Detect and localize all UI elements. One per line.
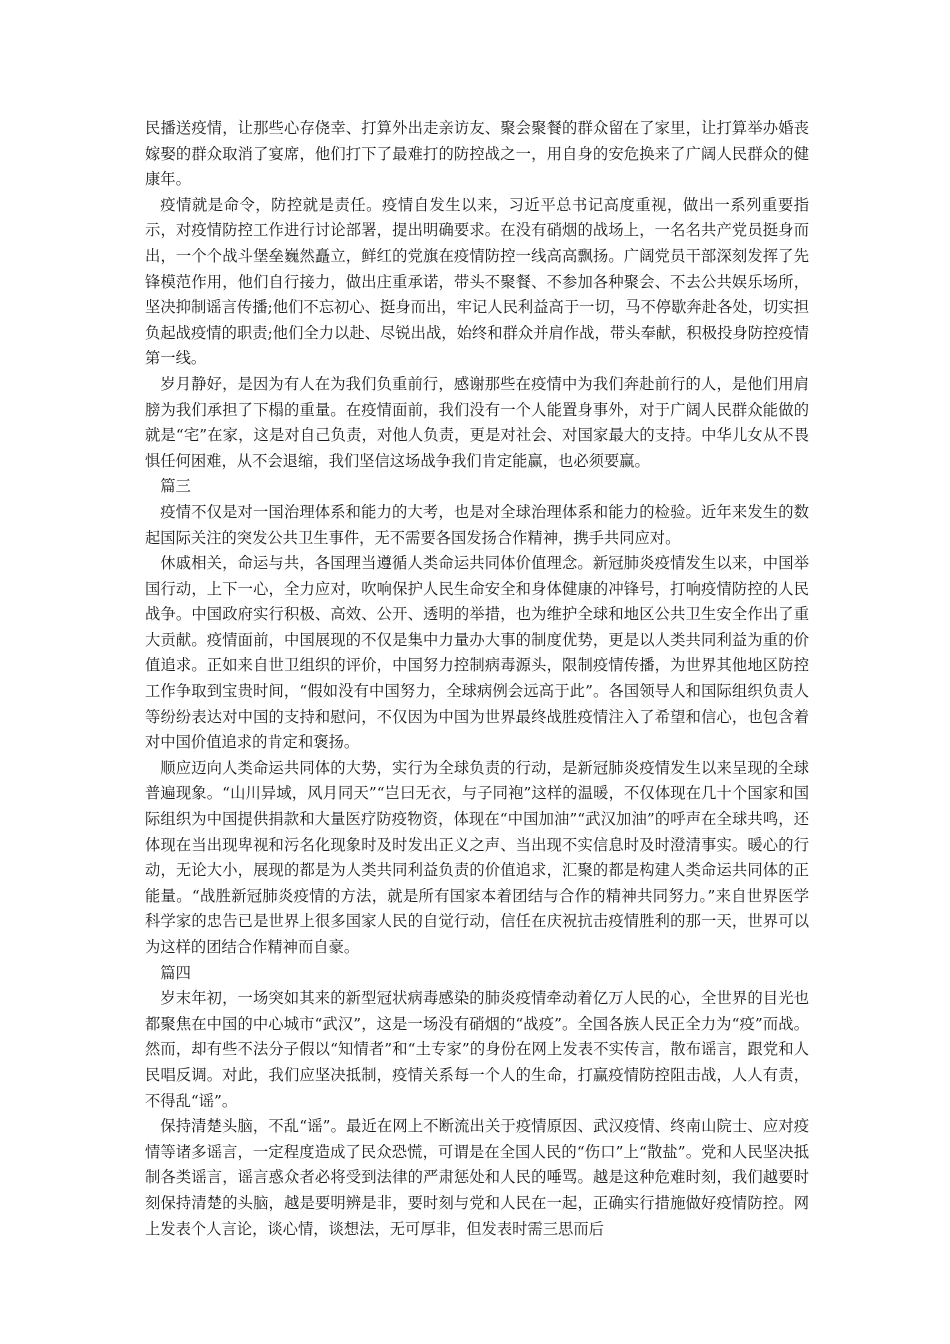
paragraph: 保持清楚头脑，不乱“谣”。最近在网上不断流出关于疫情原因、武汉疫情、终南山院士、应对疫情等诸多谣言，一定程度造成了民众恐慌，可谓是在全国人民的“伤口”上“散盐”。党和人民坚决抵制各类谣言，谣言惑众者必将受到法律的严肃惩处和人民的唾骂。越是这种危难时刻，我们越要时刻保持清楚的头脑，越是要明辨是非，要时刻与党和人民在一起，正确实行措施做好疫情防控。网上发表个人言论，谈心情，谈想法，无可厚非，但发表时需三思而后 bbox=[145, 1117, 809, 1238]
paragraph: 岁月静好，是因为有人在为我们负重前行，感谢那些在疫情中为我们奔赴前行的人，是他们用肩膀为我们承担了下榻的重量。在疫情面前，我们没有一个人能置身事外，对于广阔人民群众能做的就是“宅”在家，这是对自己负责，对他人负责，更是对社会、对国家最大的支持。中华儿女从不畏惧任何困难，从不会退缩，我们坚信这场战争我们肯定能赢，也必须要赢。 bbox=[145, 374, 809, 470]
document-body bbox=[145, 116, 809, 1242]
section-heading: 篇四 bbox=[160, 963, 191, 982]
paragraph: 休戚相关，命运与共，各国理当遵循人类命运共同体价值理念。新冠肺炎疫情发生以来，中国举国行动，上下一心，全力应对，吹响保护人民生命安全和身体健康的冲锋号，打响疫情防控的人民战争。中国政府实行积极、高效、公开、透明的举措，也为维护全球和地区公共卫生安全作出了重大贡献。疫情面前，中国展现的不仅是集中力量办大事的制度优势，更是以人类共同利益为重的价值追求。正如来自世卫组织的评价，中国努力控制病毒源头，限制疫情传播，为世界其他地区防控工作争取到宝贵时间，“假如没有中国努力，全球病例会远高于此”。各国领导人和国际组织负责人等纷纷表达对中国的支持和慰问，不仅因为中国为世界最终战胜疫情注入了希望和信心，也包含着对中国价值追求的肯定和褒扬。 bbox=[145, 554, 809, 752]
paragraph: 疫情不仅是对一国治理体系和能力的大考，也是对全球治理体系和能力的检验。近年来发生的数起国际关注的突发公共卫生事件，无不需要各国发扬合作精神，携手共同应对。 bbox=[145, 502, 809, 547]
section-heading: 篇三 bbox=[160, 477, 191, 496]
paragraph: 民播送疫情，让那些心存侥幸、打算外出走亲访友、聚会聚餐的群众留在了家里，让打算举办婚丧嫁娶的群众取消了宴席，他们打下了最难打的防控战之一，用自身的安危换来了广阔人民群众的健康年。 bbox=[145, 119, 809, 189]
paragraph: 疫情就是命令，防控就是责任。疫情自发生以来，习近平总书记高度重视，做出一系列重要指示，对疫情防控工作进行讨论部署，提出明确要求。在没有硝烟的战场上，一名名共产党员挺身而出，一个个战斗堡垒巍然矗立，鲜红的党旗在疫情防控一线高高飘扬。广阔党员干部深刻发挥了先锋模范作用，他们自行接力，做出庄重承诺，带头不聚餐、不参加各种聚会、不去公共娱乐场所，坚决抑制谣言传播;他们不忘初心、挺身而出，牢记人民利益高于一切，马不停歇奔赴各处，切实担负起战疫情的职责;他们全力以赴、尽锐出战，始终和群众并肩作战，带头奉献，积极投身防控疫情第一线。 bbox=[145, 195, 809, 368]
paragraph: 岁末年初，一场突如其来的新型冠状病毒感染的肺炎疫情牵动着亿万人民的心，全世界的目光也都聚焦在中国的中心城市“武汉”，这是一场没有硝烟的“战疫”。全国各族人民正全力为“疫”而战。然而，却有些不法分子假以“知情者”和“土专家”的身份在网上发表不实传言，散布谣言，跟党和人民唱反调。对此，我们应坚决抵制，疫情关系每一个人的生命，打赢疫情防控阻击战，人人有责，不得乱“谣”。 bbox=[145, 989, 809, 1110]
paragraph: 顺应迈向人类命运共同体的大势，实行为全球负责的行动，是新冠肺炎疫情发生以来呈现的全球普遍现象。“山川异域，风月同天”“岂曰无衣，与子同袍”这样的温暖，不仅体现在几十个国家和国际组织为中国提供捐款和大量医疗防疫物资，体现在“中国加油”“武汉加油”的呼声在全球共鸣，还体现在当出现卑视和污名化现象时及时发出正义之声、当出现不实信息时及时澄清事实。暖心的行动，无论大小，展现的都是为人类共同利益负责的价值追求，汇聚的都是构建人类命运共同体的正能量。“战胜新冠肺炎疫情的方法，就是所有国家本着团结与合作的精神共同努力。”来自世界医学科学家的忠告已是世界上很多国家人民的自觉行动，信任在庆祝抗击疫情胜利的那一天，世界可以为这样的团结合作精神而自豪。 bbox=[145, 758, 809, 956]
